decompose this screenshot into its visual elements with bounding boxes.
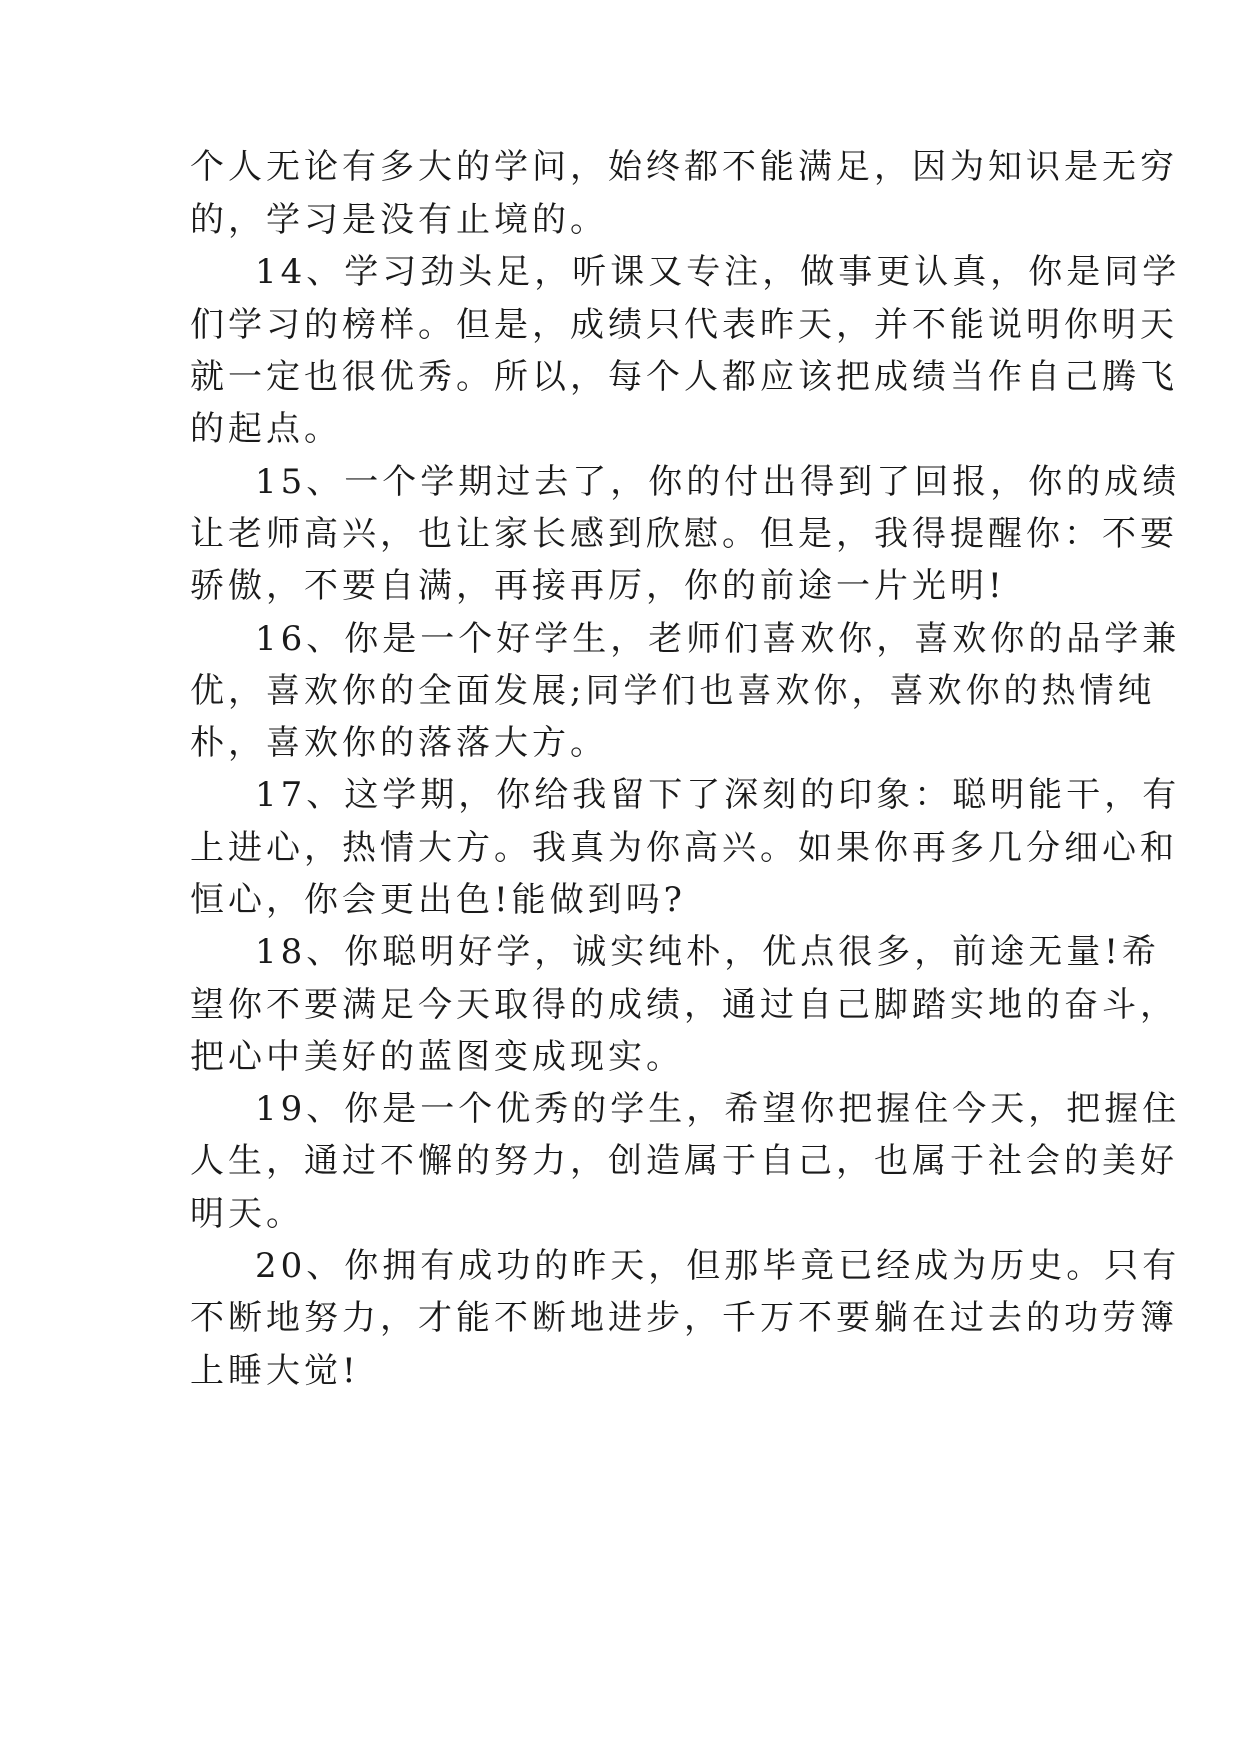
text-line: 望你不要满足今天取得的成绩，通过自己脚踏实地的奋斗， (190, 985, 1178, 1025)
text-line: 明天。 (190, 1194, 304, 1234)
text-line: 上睡大觉! (190, 1351, 360, 1391)
text-line: 个人无论有多大的学问，始终都不能满足，因为知识是无穷 (190, 147, 1178, 187)
paragraph-18-line: 18、你聪明好学，诚实纯朴，优点很多，前途无量!希 (255, 932, 1160, 972)
text-line: 让老师高兴，也让家长感到欣慰。但是，我得提醒你：不要 (190, 514, 1178, 554)
text-line: 的起点。 (190, 409, 342, 449)
text-line: 上进心，热情大方。我真为你高兴。如果你再多几分细心和 (190, 828, 1178, 868)
text-line: 优，喜欢你的全面发展;同学们也喜欢你，喜欢你的热情纯 (190, 671, 1156, 711)
text-line: 就一定也很优秀。所以，每个人都应该把成绩当作自己腾飞 (190, 357, 1178, 397)
text-line: 朴，喜欢你的落落大方。 (190, 723, 608, 763)
text-line: 恒心，你会更出色!能做到吗? (190, 880, 686, 920)
text-line: 不断地努力，才能不断地进步，千万不要躺在过去的功劳簿 (190, 1298, 1178, 1338)
paragraph-14-line: 14、学习劲头足，听课又专注，做事更认真，你是同学 (255, 252, 1181, 292)
text-line: 的，学习是没有止境的。 (190, 200, 608, 240)
paragraph-17-line: 17、这学期，你给我留下了深刻的印象：聪明能干，有 (255, 775, 1181, 815)
paragraph-15-line: 15、一个学期过去了，你的付出得到了回报，你的成绩 (255, 462, 1181, 502)
paragraph-16-line: 16、你是一个好学生，老师们喜欢你，喜欢你的品学兼 (255, 619, 1181, 659)
text-line: 把心中美好的蓝图变成现实。 (190, 1037, 684, 1077)
text-line: 们学习的榜样。但是，成绩只代表昨天，并不能说明你明天 (190, 305, 1178, 345)
text-line: 人生，通过不懈的努力，创造属于自己，也属于社会的美好 (190, 1141, 1178, 1181)
paragraph-20-line: 20、你拥有成功的昨天，但那毕竟已经成为历史。只有 (255, 1246, 1181, 1286)
text-line: 骄傲，不要自满，再接再厉，你的前途一片光明! (190, 566, 1006, 606)
paragraph-19-line: 19、你是一个优秀的学生，希望你把握住今天，把握住 (255, 1089, 1181, 1129)
